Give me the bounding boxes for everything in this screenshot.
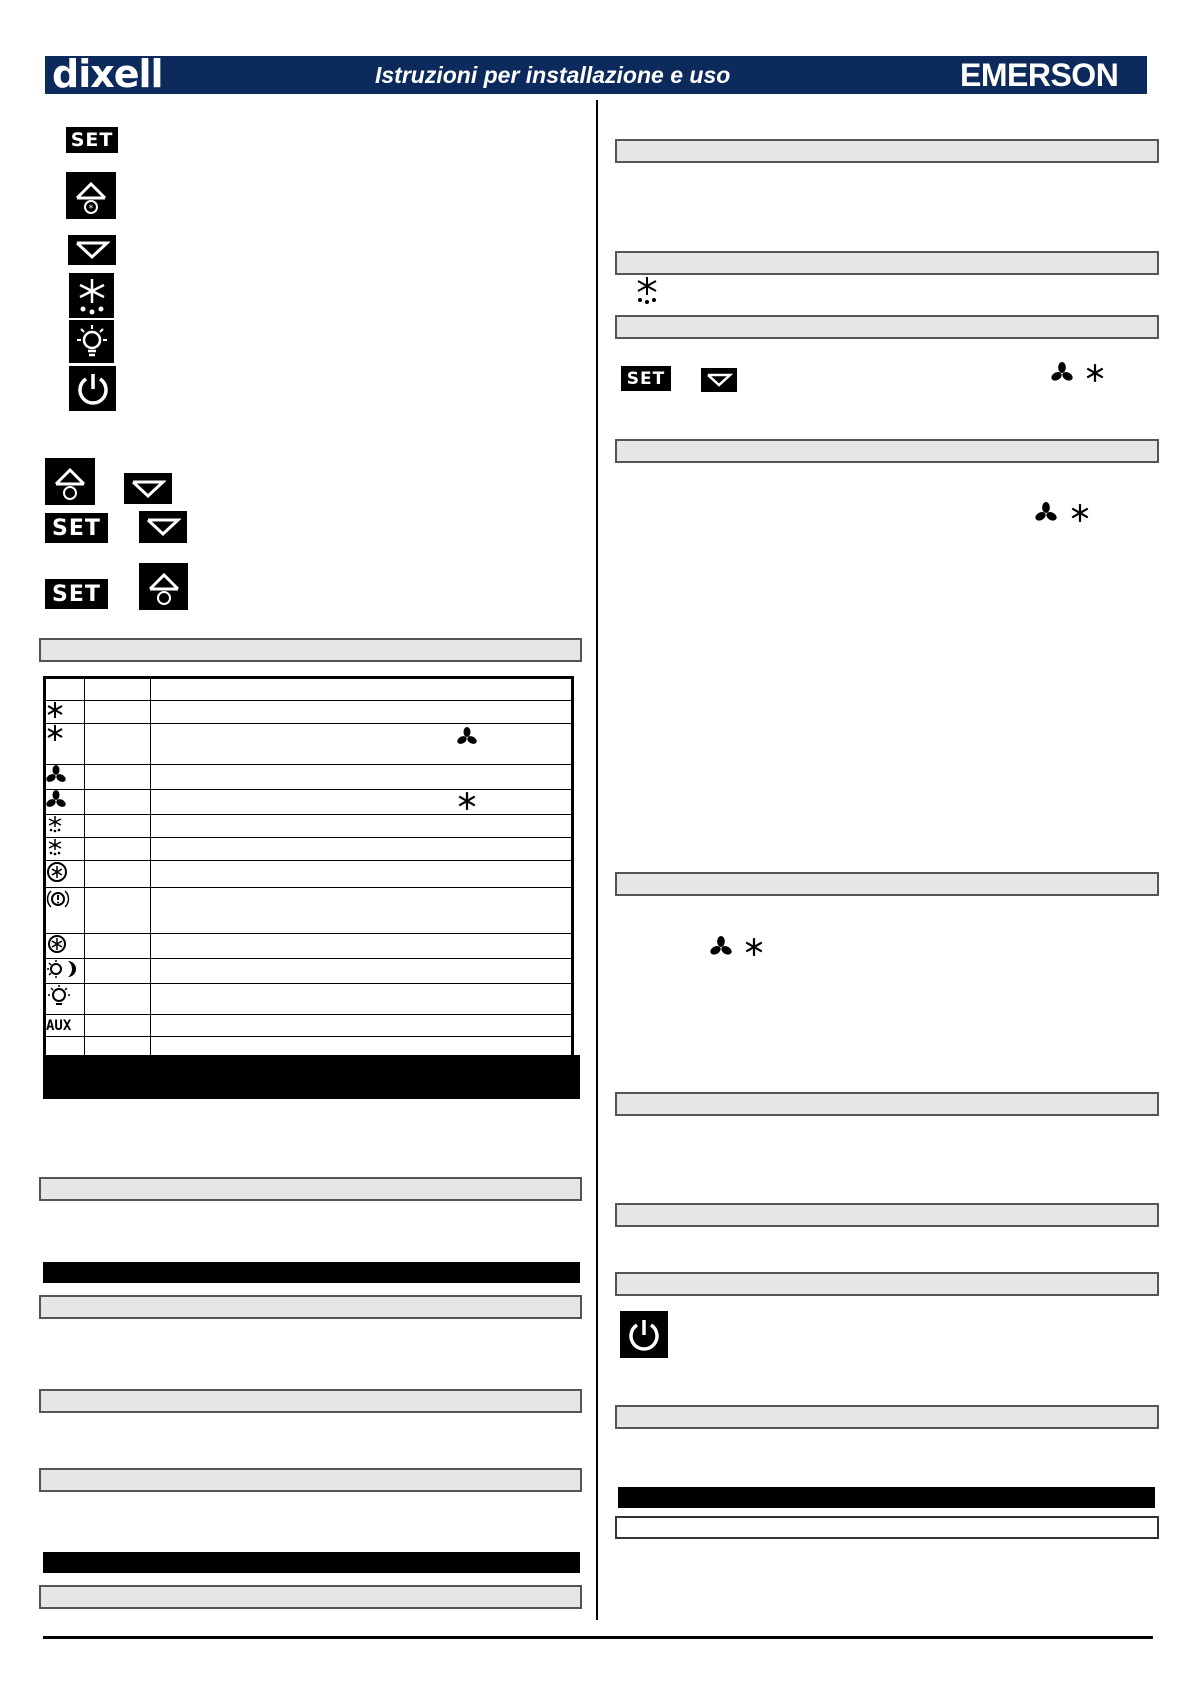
section-heading-bar <box>39 1177 582 1201</box>
fan-icon <box>1035 502 1057 528</box>
defrost-key-icon <box>69 273 114 318</box>
defrost-icon <box>46 838 84 860</box>
snowflake-icon <box>457 791 477 815</box>
combo-up-key-icon-2 <box>139 563 188 610</box>
section-heading-bar <box>615 439 1159 463</box>
section-heading-bar <box>39 1389 582 1413</box>
section-heading-bar <box>615 251 1159 275</box>
black-heading-block <box>43 1055 580 1099</box>
down-key-icon <box>701 368 737 392</box>
section-heading-bar <box>615 1405 1159 1429</box>
svg-text:*: * <box>88 203 94 214</box>
snowflake-icon <box>1085 363 1105 387</box>
combo-down-key-icon <box>124 473 172 504</box>
combo-down-key-icon-2 <box>139 511 187 543</box>
fan-icon <box>46 790 84 814</box>
light-key-icon <box>69 320 114 363</box>
black-heading-bar <box>43 1262 580 1283</box>
section-heading-bar <box>615 872 1159 896</box>
section-heading-bar <box>39 1585 582 1609</box>
alarm-icon <box>46 888 84 914</box>
section-heading-bar <box>615 1092 1159 1116</box>
fan-icon <box>457 727 477 751</box>
section-heading-bar <box>39 1468 582 1492</box>
snowflake-icon <box>46 724 84 746</box>
down-key-icon <box>68 235 116 265</box>
section-heading-bar <box>615 1203 1159 1227</box>
section-heading-bar <box>615 1272 1159 1296</box>
emerson-logo: EMERSON <box>960 57 1119 93</box>
snowflake-icon <box>744 937 764 961</box>
page-title: Istruzioni per installazione e uso <box>375 62 731 88</box>
continuous-cycle-icon <box>46 861 84 887</box>
combo-set-key-icon-2: SET <box>45 579 108 609</box>
power-key-icon <box>69 366 116 411</box>
black-heading-bar <box>618 1487 1155 1508</box>
dixell-logo: dixell <box>52 52 163 96</box>
section-heading-bar <box>615 139 1159 163</box>
column-divider <box>596 100 598 1620</box>
energy-saving-icon <box>46 934 84 958</box>
fan-icon <box>1051 362 1073 388</box>
set-key-icon: SET <box>621 366 671 391</box>
black-heading-bar <box>43 1552 580 1573</box>
combo-set-key-icon: SET <box>45 513 108 543</box>
section-heading-bar <box>39 1295 582 1319</box>
defrost-icon <box>633 275 661 309</box>
combo-up-key-icon <box>45 458 95 505</box>
snowflake-icon <box>1070 503 1090 527</box>
power-key-icon <box>620 1311 668 1358</box>
led-icons-table <box>43 676 574 1061</box>
defrost-icon <box>46 815 84 837</box>
set-key-icon: SET <box>66 127 118 153</box>
section-heading-bar <box>615 315 1159 339</box>
section-heading-bar-white <box>615 1516 1159 1539</box>
footer-rule <box>43 1636 1153 1639</box>
snowflake-icon <box>46 701 84 723</box>
fan-icon <box>710 936 732 962</box>
aux-icon: AUX <box>46 1018 72 1034</box>
up-defrost-key-icon <box>66 172 116 219</box>
light-icon <box>46 984 84 1014</box>
day-night-icon <box>46 959 84 983</box>
fan-icon <box>46 765 84 789</box>
section-heading-bar <box>39 638 582 662</box>
